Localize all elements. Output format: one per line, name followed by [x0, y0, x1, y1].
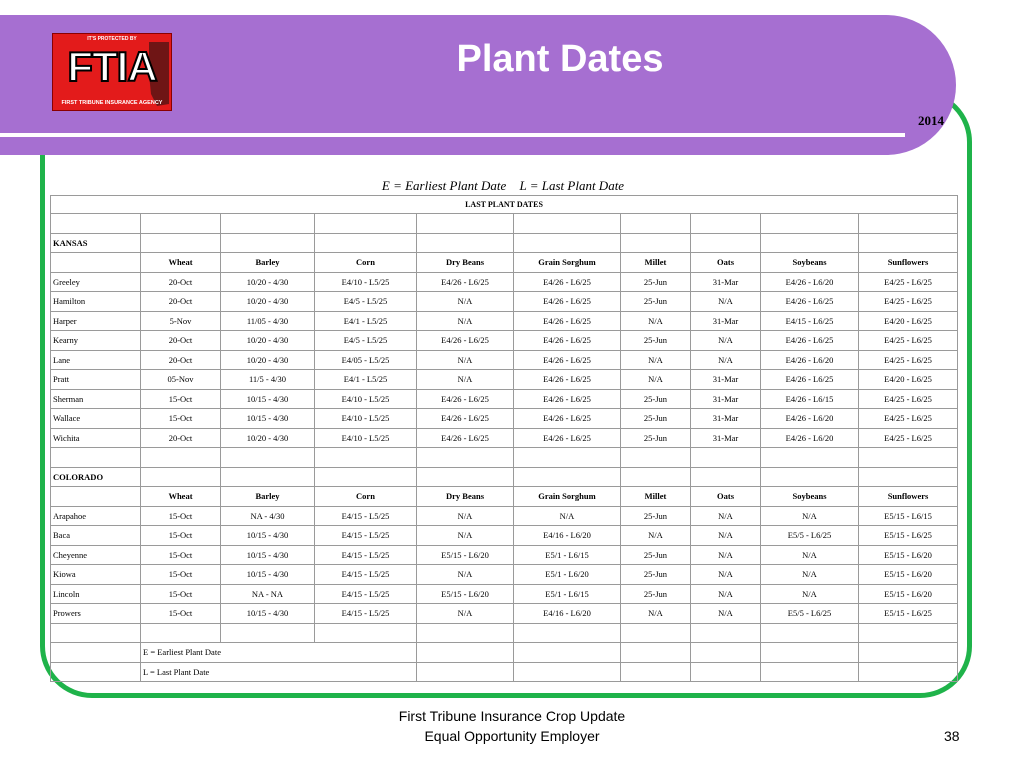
footer-company: First Tribune Insurance Crop Update	[398, 708, 626, 724]
note-cell: L = Last Plant Date	[141, 662, 417, 682]
empty-cell	[51, 448, 141, 468]
date-cell: E4/15 - L5/25	[315, 584, 417, 604]
empty-cell	[51, 623, 141, 643]
empty-cell	[859, 643, 958, 663]
column-header: Corn	[315, 253, 417, 273]
date-cell: E4/25 - L6/25	[859, 428, 958, 448]
date-cell: E5/15 - L6/20	[859, 584, 958, 604]
date-cell: E4/10 - L5/25	[315, 389, 417, 409]
county-name: Hamilton	[51, 292, 141, 312]
empty-cell	[221, 448, 315, 468]
date-cell: N/A	[691, 292, 761, 312]
logo-wordmark: FTIA	[67, 43, 157, 90]
county-name: Cheyenne	[51, 545, 141, 565]
date-cell: N/A	[417, 292, 514, 312]
date-cell: E5/15 - L6/20	[417, 584, 514, 604]
county-name: Lane	[51, 350, 141, 370]
state-label: COLORADO	[51, 467, 141, 487]
table-row	[51, 584, 958, 604]
column-header: Sunflowers	[859, 487, 958, 507]
legend-last: L = Last Plant Date	[519, 178, 625, 193]
empty-cell	[141, 448, 221, 468]
date-cell: N/A	[621, 370, 691, 390]
date-cell: 10/20 - 4/30	[221, 350, 315, 370]
date-cell: E5/15 - L6/25	[859, 604, 958, 624]
date-cell: N/A	[761, 584, 859, 604]
empty-cell	[514, 643, 621, 663]
empty-cell	[51, 662, 141, 682]
year-label: 2014	[918, 113, 944, 128]
empty-cell	[141, 623, 221, 643]
date-cell: E4/26 - L6/20	[761, 409, 859, 429]
empty-cell	[221, 623, 315, 643]
date-cell: 25-Jun	[621, 409, 691, 429]
empty-cell	[621, 467, 691, 487]
date-cell: E4/15 - L5/25	[315, 604, 417, 624]
date-cell: 20-Oct	[141, 272, 221, 292]
date-cell: E4/5 - L5/25	[315, 331, 417, 351]
table-row	[51, 409, 958, 429]
county-name: Wallace	[51, 409, 141, 429]
date-cell: 31-Mar	[691, 428, 761, 448]
date-cell: E4/25 - L6/25	[859, 272, 958, 292]
date-cell: E5/5 - L6/25	[761, 604, 859, 624]
date-cell: E5/15 - L6/20	[859, 545, 958, 565]
column-header: Wheat	[141, 487, 221, 507]
date-cell: E4/25 - L6/25	[859, 292, 958, 312]
date-cell: 25-Jun	[621, 292, 691, 312]
column-header-row	[51, 253, 958, 273]
ftia-logo	[52, 33, 172, 111]
date-cell: E4/26 - L6/25	[514, 292, 621, 312]
empty-cell	[691, 643, 761, 663]
county-name: Kearny	[51, 331, 141, 351]
date-cell: N/A	[691, 545, 761, 565]
table-row	[51, 565, 958, 585]
date-cell: E5/15 - L6/25	[859, 526, 958, 546]
date-cell: E4/1 - L5/25	[315, 370, 417, 390]
date-cell: E4/26 - L6/20	[761, 272, 859, 292]
date-cell: 10/15 - 4/30	[221, 526, 315, 546]
empty-cell	[761, 233, 859, 253]
date-cell: N/A	[417, 526, 514, 546]
empty-cell	[621, 623, 691, 643]
column-header: Oats	[691, 253, 761, 273]
date-cell: 5-Nov	[141, 311, 221, 331]
date-cell: 15-Oct	[141, 604, 221, 624]
empty-cell	[141, 467, 221, 487]
table-row	[51, 604, 958, 624]
state-row	[51, 467, 958, 487]
page-number: 38	[944, 728, 960, 744]
table-row	[51, 370, 958, 390]
date-cell: 05-Nov	[141, 370, 221, 390]
date-cell: 15-Oct	[141, 506, 221, 526]
date-cell: E5/1 - L6/20	[514, 565, 621, 585]
note-cell: E = Earliest Plant Date	[141, 643, 417, 663]
date-cell: E5/15 - L6/20	[417, 545, 514, 565]
column-header: Millet	[621, 253, 691, 273]
table-title: LAST PLANT DATES	[51, 196, 958, 214]
empty-cell	[621, 214, 691, 234]
blank-row	[51, 214, 958, 234]
date-cell: E4/26 - L6/25	[514, 350, 621, 370]
date-cell: 10/15 - 4/30	[221, 545, 315, 565]
date-cell: N/A	[621, 604, 691, 624]
empty-cell	[417, 448, 514, 468]
date-cell: E4/26 - L6/25	[761, 370, 859, 390]
county-name: Harper	[51, 311, 141, 331]
date-cell: E4/20 - L6/25	[859, 370, 958, 390]
date-cell: E4/15 - L5/25	[315, 506, 417, 526]
column-header: Barley	[221, 253, 315, 273]
date-cell: N/A	[691, 604, 761, 624]
empty-cell	[417, 623, 514, 643]
table-row	[51, 350, 958, 370]
empty-cell	[514, 623, 621, 643]
date-cell: 11/5 - 4/30	[221, 370, 315, 390]
date-cell: N/A	[417, 311, 514, 331]
empty-cell	[761, 662, 859, 682]
table-row	[51, 545, 958, 565]
date-cell: E4/26 - L6/15	[761, 389, 859, 409]
empty-cell	[761, 467, 859, 487]
empty-cell	[315, 467, 417, 487]
column-header: Dry Beans	[417, 487, 514, 507]
date-cell: N/A	[691, 331, 761, 351]
empty-cell	[621, 448, 691, 468]
empty-cell	[315, 233, 417, 253]
date-cell: 20-Oct	[141, 428, 221, 448]
date-cell: 31-Mar	[691, 370, 761, 390]
date-cell: E4/26 - L6/20	[761, 350, 859, 370]
date-cell: E4/25 - L6/25	[859, 350, 958, 370]
column-header: Grain Sorghum	[514, 487, 621, 507]
blank-row	[51, 623, 958, 643]
table-row	[51, 292, 958, 312]
empty-cell	[859, 623, 958, 643]
county-name: Greeley	[51, 272, 141, 292]
empty-cell	[417, 233, 514, 253]
empty-cell	[621, 662, 691, 682]
date-cell: 15-Oct	[141, 389, 221, 409]
empty-cell	[691, 214, 761, 234]
date-cell: N/A	[761, 545, 859, 565]
date-cell: 31-Mar	[691, 409, 761, 429]
date-cell: 15-Oct	[141, 565, 221, 585]
date-cell: N/A	[621, 526, 691, 546]
date-cell: E4/26 - L6/25	[514, 331, 621, 351]
date-cell: E4/10 - L5/25	[315, 272, 417, 292]
date-cell: E4/26 - L6/25	[417, 409, 514, 429]
empty-cell	[761, 643, 859, 663]
date-cell: 10/20 - 4/30	[221, 331, 315, 351]
empty-cell	[691, 233, 761, 253]
empty-cell	[514, 233, 621, 253]
note-row	[51, 662, 958, 682]
empty-cell	[514, 448, 621, 468]
date-cell: 10/15 - 4/30	[221, 565, 315, 585]
date-cell: 15-Oct	[141, 545, 221, 565]
footer-eoe: Equal Opportunity Employer	[424, 728, 600, 744]
date-cell: E4/1 - L5/25	[315, 311, 417, 331]
date-cell: 20-Oct	[141, 331, 221, 351]
empty-cell	[514, 214, 621, 234]
logo-tagline: IT'S PROTECTED BY	[87, 36, 137, 42]
column-header: Corn	[315, 487, 417, 507]
page-title: Plant Dates	[456, 38, 664, 80]
date-cell: E4/26 - L6/25	[514, 389, 621, 409]
date-cell: E4/25 - L6/25	[859, 389, 958, 409]
empty-cell	[141, 214, 221, 234]
empty-cell	[859, 214, 958, 234]
empty-cell	[417, 643, 514, 663]
date-cell: 25-Jun	[621, 331, 691, 351]
date-cell: 11/05 - 4/30	[221, 311, 315, 331]
county-name: Baca	[51, 526, 141, 546]
table-row	[51, 272, 958, 292]
date-cell: E4/25 - L6/25	[859, 331, 958, 351]
date-cell: 10/15 - 4/30	[221, 604, 315, 624]
date-cell: 25-Jun	[621, 389, 691, 409]
date-cell: N/A	[761, 565, 859, 585]
date-cell: N/A	[691, 565, 761, 585]
date-cell: E4/10 - L5/25	[315, 409, 417, 429]
date-cell: N/A	[621, 350, 691, 370]
empty-cell	[761, 214, 859, 234]
empty-cell	[315, 623, 417, 643]
blank-row	[51, 448, 958, 468]
date-cell: E5/1 - L6/15	[514, 584, 621, 604]
empty-cell	[221, 233, 315, 253]
date-cell: 10/20 - 4/30	[221, 292, 315, 312]
date-cell: E4/15 - L5/25	[315, 565, 417, 585]
county-name: Kiowa	[51, 565, 141, 585]
county-name: Arapahoe	[51, 506, 141, 526]
date-cell: E5/1 - L6/15	[514, 545, 621, 565]
date-cell: N/A	[691, 350, 761, 370]
date-cell: 31-Mar	[691, 389, 761, 409]
empty-cell	[221, 214, 315, 234]
date-cell: N/A	[417, 565, 514, 585]
date-cell: E4/26 - L6/25	[417, 389, 514, 409]
date-cell: E4/20 - L6/25	[859, 311, 958, 331]
date-cell: N/A	[691, 584, 761, 604]
table-title-row	[51, 196, 958, 214]
date-cell: 25-Jun	[621, 506, 691, 526]
legend-earliest: E = Earliest Plant Date	[381, 178, 507, 193]
empty-cell	[691, 467, 761, 487]
date-cell: 15-Oct	[141, 584, 221, 604]
county-name: Pratt	[51, 370, 141, 390]
empty-cell	[514, 467, 621, 487]
date-cell: N/A	[417, 370, 514, 390]
empty-cell	[51, 643, 141, 663]
date-cell: 15-Oct	[141, 526, 221, 546]
empty-cell	[315, 448, 417, 468]
date-cell: E4/15 - L5/25	[315, 526, 417, 546]
date-cell: E4/16 - L6/20	[514, 526, 621, 546]
date-cell: E4/15 - L5/25	[315, 545, 417, 565]
date-cell: N/A	[761, 506, 859, 526]
county-name: Prowers	[51, 604, 141, 624]
date-cell: 25-Jun	[621, 272, 691, 292]
column-header: Sunflowers	[859, 253, 958, 273]
table-row	[51, 331, 958, 351]
empty-cell	[859, 233, 958, 253]
date-cell: E4/26 - L6/25	[514, 311, 621, 331]
date-cell: 20-Oct	[141, 292, 221, 312]
date-cell: E5/15 - L6/20	[859, 565, 958, 585]
table-row	[51, 506, 958, 526]
date-cell: N/A	[621, 311, 691, 331]
date-cell: N/A	[691, 506, 761, 526]
date-cell: E4/26 - L6/25	[417, 331, 514, 351]
table-row	[51, 428, 958, 448]
date-cell: E4/5 - L5/25	[315, 292, 417, 312]
date-cell: 10/15 - 4/30	[221, 409, 315, 429]
column-header: Millet	[621, 487, 691, 507]
empty-cell	[141, 233, 221, 253]
date-cell: 31-Mar	[691, 311, 761, 331]
date-cell: E4/16 - L6/20	[514, 604, 621, 624]
empty-cell	[691, 448, 761, 468]
date-cell: NA - 4/30	[221, 506, 315, 526]
column-header: Soybeans	[761, 487, 859, 507]
date-cell: E4/05 - L5/25	[315, 350, 417, 370]
date-cell: E4/26 - L6/25	[514, 272, 621, 292]
column-header: Grain Sorghum	[514, 253, 621, 273]
empty-cell	[621, 643, 691, 663]
date-cell: 31-Mar	[691, 272, 761, 292]
column-header: Oats	[691, 487, 761, 507]
column-header: Dry Beans	[417, 253, 514, 273]
footer	[0, 706, 1024, 746]
date-cell: E4/26 - L6/20	[761, 428, 859, 448]
empty-cell	[417, 467, 514, 487]
empty-cell	[417, 662, 514, 682]
empty-cell	[51, 214, 141, 234]
date-cell: E4/25 - L6/25	[859, 409, 958, 429]
table-row	[51, 389, 958, 409]
date-cell: E4/26 - L6/25	[417, 428, 514, 448]
empty-cell	[859, 662, 958, 682]
empty-cell	[221, 467, 315, 487]
table-row	[51, 526, 958, 546]
empty-cell	[51, 487, 141, 507]
date-cell: N/A	[417, 604, 514, 624]
date-cell: E4/15 - L6/25	[761, 311, 859, 331]
date-cell: 10/20 - 4/30	[221, 428, 315, 448]
empty-cell	[761, 623, 859, 643]
date-cell: 20-Oct	[141, 350, 221, 370]
county-name: Sherman	[51, 389, 141, 409]
empty-cell	[691, 623, 761, 643]
date-cell: 10/15 - 4/30	[221, 389, 315, 409]
date-cell: 25-Jun	[621, 584, 691, 604]
logo-agency-name: FIRST TRIBUNE INSURANCE AGENCY	[61, 100, 163, 106]
date-cell: E5/15 - L6/15	[859, 506, 958, 526]
date-cell: N/A	[514, 506, 621, 526]
date-cell: E4/26 - L6/25	[417, 272, 514, 292]
empty-cell	[859, 448, 958, 468]
date-cell: E4/10 - L5/25	[315, 428, 417, 448]
date-cell: 25-Jun	[621, 565, 691, 585]
empty-cell	[315, 214, 417, 234]
date-cell: E5/5 - L6/25	[761, 526, 859, 546]
county-name: Wichita	[51, 428, 141, 448]
date-cell: 15-Oct	[141, 409, 221, 429]
date-cell: 25-Jun	[621, 545, 691, 565]
date-cell: E4/26 - L6/25	[761, 292, 859, 312]
column-header: Soybeans	[761, 253, 859, 273]
note-row	[51, 643, 958, 663]
date-cell: 10/20 - 4/30	[221, 272, 315, 292]
empty-cell	[51, 253, 141, 273]
empty-cell	[859, 467, 958, 487]
date-cell: N/A	[691, 526, 761, 546]
date-cell: E4/26 - L6/25	[514, 428, 621, 448]
state-row	[51, 233, 958, 253]
empty-cell	[761, 448, 859, 468]
date-cell: N/A	[417, 350, 514, 370]
date-cell: E4/26 - L6/25	[514, 370, 621, 390]
empty-cell	[621, 233, 691, 253]
banner-divider	[0, 133, 905, 137]
empty-cell	[417, 214, 514, 234]
date-cell: NA - NA	[221, 584, 315, 604]
plant-dates-table	[50, 195, 958, 682]
column-header-row	[51, 487, 958, 507]
date-cell: N/A	[417, 506, 514, 526]
table-row	[51, 311, 958, 331]
date-cell: E4/26 - L6/25	[514, 409, 621, 429]
column-header: Wheat	[141, 253, 221, 273]
plant-date-legend	[50, 178, 956, 194]
date-cell: 25-Jun	[621, 428, 691, 448]
column-header: Barley	[221, 487, 315, 507]
empty-cell	[514, 662, 621, 682]
date-cell: E4/26 - L6/25	[761, 331, 859, 351]
county-name: Lincoln	[51, 584, 141, 604]
state-label: KANSAS	[51, 233, 141, 253]
empty-cell	[691, 662, 761, 682]
